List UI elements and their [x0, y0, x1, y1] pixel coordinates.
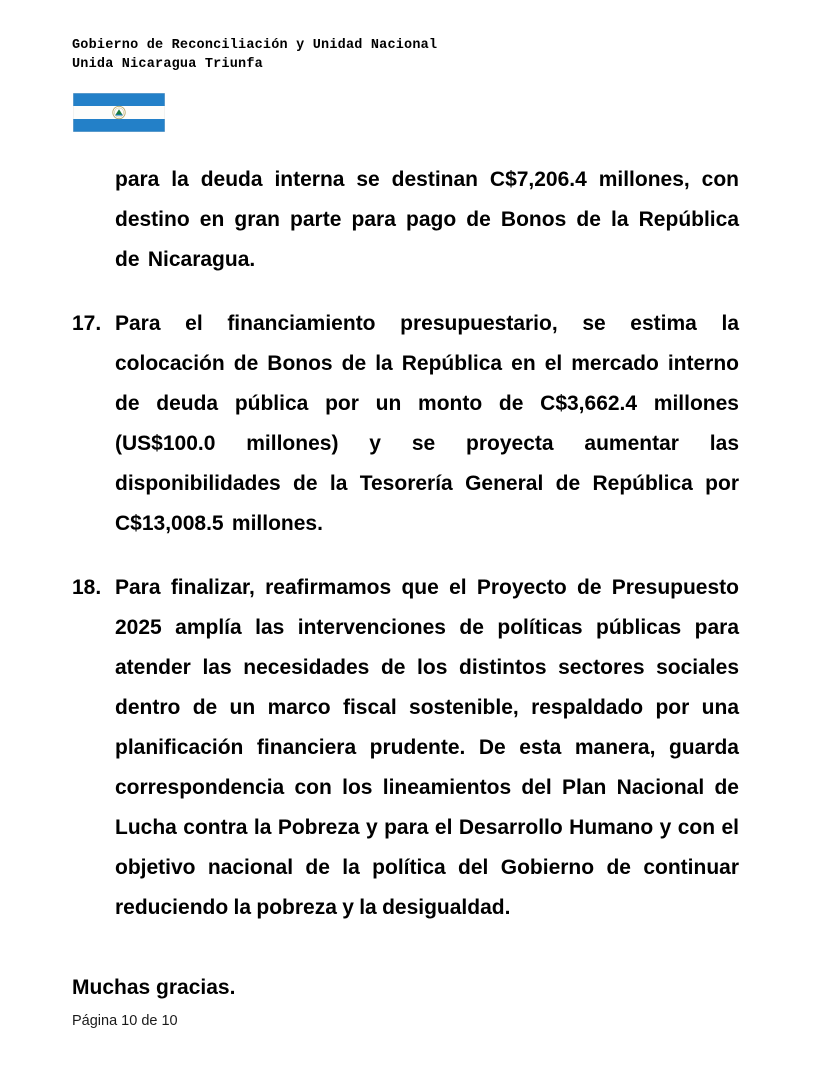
page-number-footer: Página 10 de 10: [72, 1013, 178, 1029]
header-line-1: Gobierno de Reconciliación y Unidad Nacional: [72, 38, 438, 53]
continued-paragraph: para la deuda interna se destinan C$7,206.4 millones, con destino en gran parte para pago de Bonos de la República de Nicaragua.: [115, 168, 739, 271]
header-line-2: Unida Nicaragua Triunfa: [72, 57, 263, 72]
document-body: [72, 160, 739, 1029]
item-number-17: 17.: [72, 312, 102, 335]
numbered-item-17: [72, 304, 739, 544]
document-header: [72, 36, 752, 74]
closing-line: Muchas gracias.: [72, 976, 236, 999]
item-text-17: Para el financiamiento presupuestario, se estima la colocación de Bonos de la República en el mercado interno de deuda pública por un monto de C$3,662.4 millones (US$100.0 millones) y se proyecta aumentar las disponibilidades de la Tesorería General de República por C$13,008.5 millones.: [115, 312, 739, 535]
item-number-18: 18.: [72, 576, 102, 599]
item-text-18: Para finalizar, reafirmamos que el Proyecto de Presupuesto 2025 amplía las intervenciones de políticas públicas para atender las necesidades de los distintos sectores sociales dentro de un marco fiscal sostenible, respaldado por una planificación financiera prudente. De esta manera, guarda correspondencia con los lineamientos del Plan Nacional de Lucha contra la Pobreza y para el Desarrollo Humano y con el objetivo nacional de la política del Gobierno de continuar reduciendo la pobreza y la desigualdad.: [115, 576, 739, 919]
numbered-item-18: [72, 568, 739, 928]
nicaragua-flag-icon: [73, 93, 165, 132]
